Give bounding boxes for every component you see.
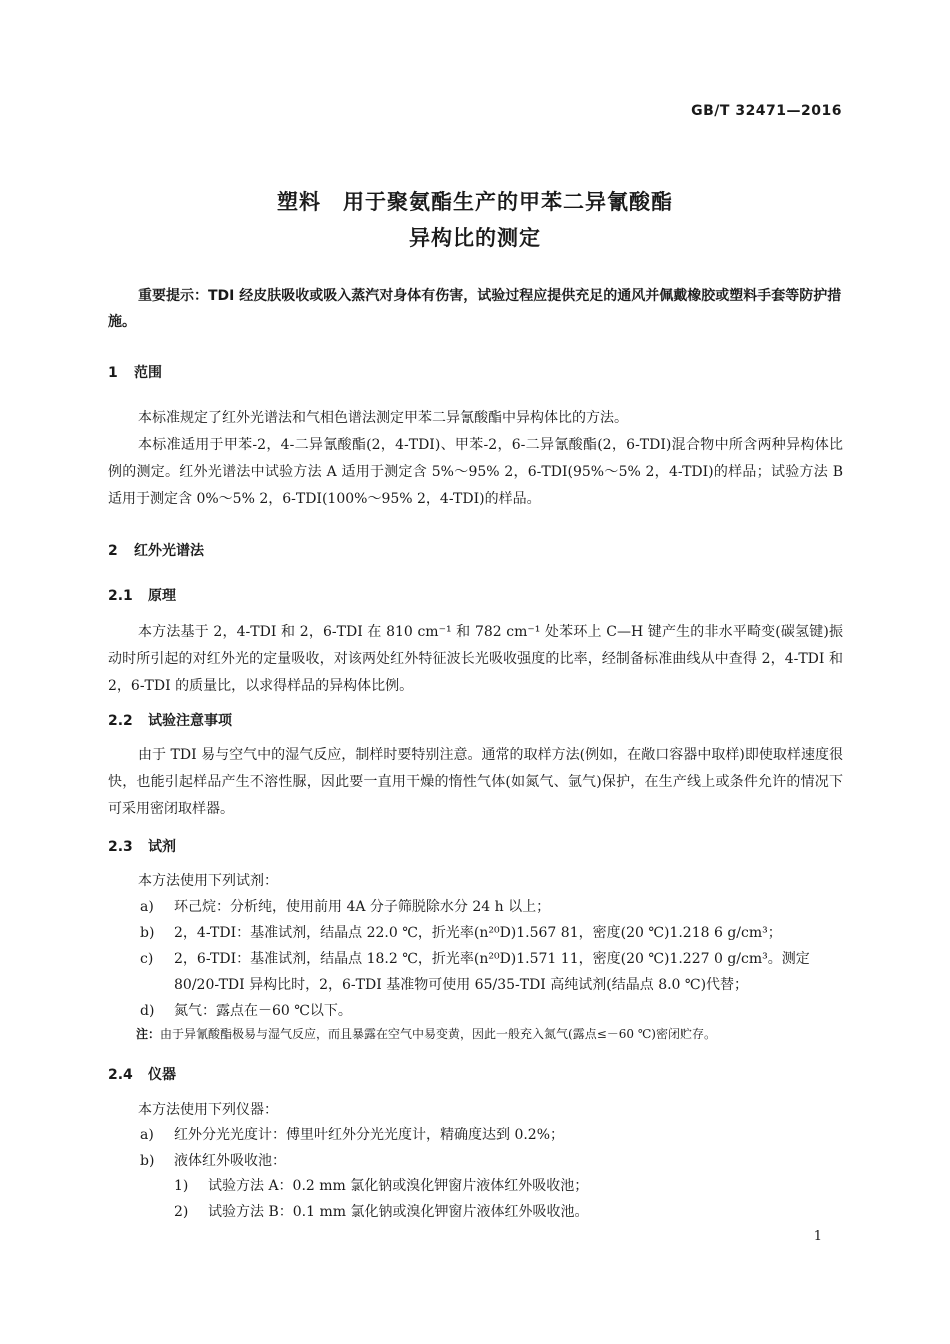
standard-number: GB/T 32471—2016 bbox=[691, 103, 842, 119]
list-item bbox=[140, 998, 843, 1025]
section-number: 2 bbox=[108, 543, 118, 559]
list-text: 红外分光光度计：傅里叶红外分光光度计，精确度达到 0.2%； bbox=[174, 1127, 565, 1143]
section-2-1-heading bbox=[108, 585, 176, 605]
list-marker: a) bbox=[140, 899, 154, 915]
document-title-line2: 异构比的测定 bbox=[409, 226, 541, 250]
section-1-paragraph-1: 本标准规定了红外光谱法和气相色谱法测定甲苯二异氰酸酯中异构体比的方法。 bbox=[138, 410, 628, 426]
sub-list-item bbox=[174, 1173, 843, 1200]
section-number: 1 bbox=[108, 365, 118, 381]
section-2-1-paragraph: 本方法基于 2，4-TDI 和 2，6-TDI 在 810 cm⁻¹ 和 782 cm⁻¹ 处苯环上 C—H 键产生的非水平畸变(碳氢键)振动时所引起的对红外光的定量吸收，对该两处红外特征波长光吸收强度的比率，经制备标准曲线从中查得 2，4-TDI 和 2，6-TDI 的质量比，以求得样品的异构体比例。 bbox=[108, 624, 843, 694]
section-1-heading bbox=[108, 362, 162, 382]
subsection-number: 2.4 bbox=[108, 1067, 133, 1083]
document-title-line1: 塑料 用于聚氨酯生产的甲苯二异氰酸酯 bbox=[277, 190, 673, 214]
section-2-3-heading bbox=[108, 836, 176, 856]
subsection-number: 2.2 bbox=[108, 713, 133, 729]
note-label: 注： bbox=[136, 1027, 161, 1041]
safety-warning: 重要提示：TDI 经皮肤吸收或吸入蒸汽对身体有伤害，试验过程应提供充足的通风并佩戴橡胶或塑料手套等防护措施。 bbox=[108, 288, 842, 330]
subsection-number: 2.1 bbox=[108, 588, 133, 604]
note bbox=[136, 1023, 839, 1045]
list-item bbox=[140, 1148, 843, 1175]
list-item bbox=[140, 894, 843, 921]
subsection-title: 试验注意事项 bbox=[148, 713, 232, 729]
section-1-paragraph-2: 本标准适用于甲苯-2，4-二异氰酸酯(2，4-TDI)、甲苯-2，6-二异氰酸酯(2，6-TDI)混合物中所含两种异构体比例的测定。红外光谱法中试验方法 A 适用于测定含 5%～95% 2，6-TDI(95%～5% 2，4-TDI)的样品；试验方法 B 适用于测定含 0%～5% 2，6-TDI(100%～95% 2，4-TDI)的样品。 bbox=[108, 437, 843, 507]
list-item bbox=[140, 1122, 843, 1149]
subsection-title: 原理 bbox=[148, 588, 176, 604]
list-text: 2，6-TDI：基准试剂，结晶点 18.2 ℃，折光率(n²⁰D)1.571 11，密度(20 ℃)1.227 0 g/cm³。测定 bbox=[174, 951, 810, 967]
reagents-intro: 本方法使用下列试剂： bbox=[138, 873, 278, 889]
subsection-title: 仪器 bbox=[148, 1067, 176, 1083]
list-marker: b) bbox=[140, 925, 155, 941]
list-item bbox=[140, 946, 843, 973]
list-marker: 1) bbox=[174, 1178, 189, 1194]
list-marker: d) bbox=[140, 1003, 155, 1019]
list-text: 液体红外吸收池： bbox=[174, 1153, 286, 1169]
section-2-heading bbox=[108, 540, 204, 560]
list-marker: a) bbox=[140, 1127, 154, 1143]
list-text: 环己烷：分析纯，使用前用 4A 分子筛脱除水分 24 h 以上； bbox=[174, 899, 551, 915]
list-marker: c) bbox=[140, 951, 154, 967]
apparatus-intro: 本方法使用下列仪器： bbox=[138, 1102, 278, 1118]
subsection-number: 2.3 bbox=[108, 839, 133, 855]
section-2-4-heading bbox=[108, 1064, 176, 1084]
note-text: 由于异氰酸酯极易与湿气反应，而且暴露在空气中易变黄，因此一般充入氮气(露点≤－60 ℃)密闭贮存。 bbox=[160, 1027, 716, 1041]
section-2-2-paragraph: 由于 TDI 易与空气中的湿气反应，制样时要特别注意。通常的取样方法(例如，在敞口容器中取样)即使取样速度很快，也能引起样品产生不溶性脲，因此要一直用干燥的惰性气体(如氮气、氩气)保护，在生产线上或条件允许的情况下可采用密闭取样器。 bbox=[108, 747, 843, 817]
sub-list-item bbox=[174, 1199, 843, 1226]
section-2-2-heading bbox=[108, 710, 232, 730]
list-marker: 2) bbox=[174, 1204, 189, 1220]
list-text: 试验方法 B：0.1 mm 氯化钠或溴化钾窗片液体红外吸收池。 bbox=[208, 1204, 589, 1220]
list-text: 2，4-TDI：基准试剂，结晶点 22.0 ℃，折光率(n²⁰D)1.567 81，密度(20 ℃)1.218 6 g/cm³； bbox=[174, 925, 782, 941]
list-text: 氮气：露点在－60 ℃以下。 bbox=[174, 1003, 352, 1019]
section-title: 红外光谱法 bbox=[134, 543, 204, 559]
section-title: 范围 bbox=[134, 365, 162, 381]
list-item bbox=[140, 920, 843, 947]
list-marker: b) bbox=[140, 1153, 155, 1169]
list-item-continuation: 80/20-TDI 异构比时，2，6-TDI 基准物可使用 65/35-TDI 高纯试剂(结晶点 8.0 ℃)代替； bbox=[174, 977, 749, 993]
list-text: 试验方法 A：0.2 mm 氯化钠或溴化钾窗片液体红外吸收池； bbox=[208, 1178, 589, 1194]
page-number: 1 bbox=[813, 1229, 822, 1244]
subsection-title: 试剂 bbox=[148, 839, 176, 855]
